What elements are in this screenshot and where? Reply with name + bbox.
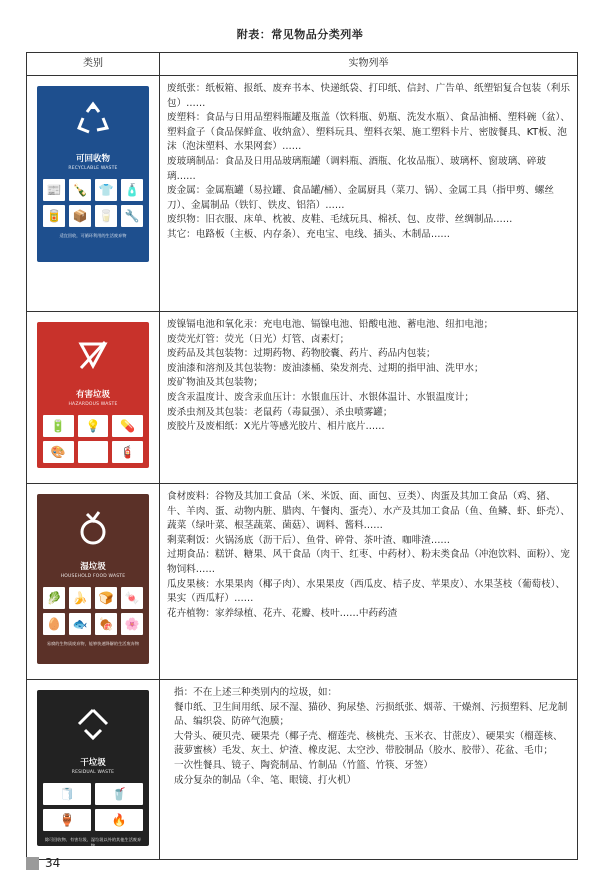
example-line: 瓜皮果核：水果果肉（椰子肉）、水果果皮（西瓜皮、桔子皮、苹果皮）、水果茎枝（葡萄枝）、果实（西瓜籽）…… (167, 578, 566, 605)
plastic-bottle-icon: 🧴 (121, 179, 143, 201)
egg-icon: 🥚 (43, 613, 65, 635)
sign-english-name: RESIDUAL WASTE (71, 770, 115, 775)
recyclable-icon-grid (43, 179, 143, 227)
sign-note: 适宜回收，可循环利用的生活废弃物 (59, 233, 127, 238)
category-cell (27, 680, 160, 860)
example-line: 指：不在上述三种类别内的垃圾，如： (174, 687, 338, 698)
example-line: 废荧光灯管：荧光（日光）灯管、卤素灯； (167, 333, 350, 345)
can-icon: 🥫 (43, 205, 65, 227)
ceramic-icon: 🏺 (43, 809, 91, 831)
clothes-icon: 👕 (95, 179, 117, 201)
medicine-icon: 💊 (112, 415, 143, 437)
sign-english-name: HAZARDOUS WASTE (68, 402, 118, 407)
fish-icon: 🐟 (69, 613, 91, 635)
table-row-hazardous (27, 312, 578, 484)
example-line: 大骨头、硬贝壳、硬果壳（椰子壳、榴莲壳、核桃壳、玉米衣、甘蔗皮）、硬果实（榴莲核、菠萝蜜核）毛发、灰土、炉渣、橡皮泥、太空沙、带胶制品（胶水、胶带）、花盆、毛巾； (174, 730, 563, 757)
example-line: 废矿物油及其包装物； (167, 377, 263, 389)
lamp-icon: 💡 (78, 415, 109, 437)
example-line: 废油漆和溶剂及其包装物：废油漆桶、染发剂壳、过期的指甲油、洗甲水； (167, 362, 484, 374)
page-marker (26, 857, 39, 870)
residual-waste-icon (73, 704, 113, 744)
category-cell (27, 484, 160, 680)
page-footer (26, 856, 60, 870)
residual-icon-grid (43, 783, 143, 831)
sign-name: 湿垃圾 (80, 562, 106, 572)
classification-table (26, 52, 578, 860)
lighter-icon: 🔥 (95, 809, 143, 831)
residual-sign (37, 690, 149, 846)
hazard-icon (73, 336, 113, 376)
candy-icon: 🍬 (121, 587, 143, 609)
paint-icon: 🎨 (43, 441, 74, 463)
page-number: 34 (45, 856, 61, 870)
bone-icon: 🍖 (95, 613, 117, 635)
glass-icon: 🥛 (95, 205, 117, 227)
food-icon-grid (43, 587, 143, 635)
metal-icon: 🔧 (121, 205, 143, 227)
example-line: 成分复杂的制品（伞、笔、眼镜、打火机） (174, 774, 357, 786)
sign-name: 干垃圾 (80, 758, 106, 768)
battery-icon: 🔋 (43, 415, 74, 437)
thermometer-icon: 🌡 (78, 441, 109, 463)
category-cell (27, 312, 160, 484)
disposable-cup-icon: 🥤 (95, 783, 143, 805)
table-row-residual (27, 680, 578, 860)
spray-icon: 🧯 (112, 441, 143, 463)
table-row-recyclable (27, 76, 578, 312)
household-food-sign (37, 494, 149, 664)
hazardous-sign (37, 322, 149, 480)
sign-note: 对人体健康或者自然环境造成直接或潜在危害的生活废弃物 (44, 469, 142, 480)
examples-cell (160, 680, 578, 860)
example-line: 废杀虫剂及其包装：老鼠药（毒鼠强）、杀虫喷雾罐； (167, 406, 393, 418)
vegetable-icon: 🥬 (43, 587, 65, 609)
example-line: 废织物：旧衣服、床单、枕被、皮鞋、毛绒玩具、棉袄、包、皮带、丝绸制品…… (167, 214, 513, 226)
table-row-household-food (27, 484, 578, 680)
sign-name: 可回收物 (75, 154, 110, 164)
sign-name: 有害垃圾 (75, 390, 110, 400)
examples-cell (160, 484, 578, 680)
example-line: 废塑料：食品与日用品塑料瓶罐及瓶盖（饮料瓶、奶瓶、洗发水瓶）、食品油桶、塑料碗（盆）、塑料盒子（食品保鲜盒、收纳盒）、塑料玩具、塑料衣架、施工塑料卡片、密胺餐具、KT板、泡沫（泡沫塑料、水果网套）…… (167, 112, 570, 153)
example-line: 废金属：金属瓶罐（易拉罐、食品罐/桶）、金属厨具（菜刀、锅）、金属工具（指甲剪、螺丝刀）、金属制品（铁钉、铁皮、铝箔）…… (167, 185, 554, 211)
example-line: 其它：电路板（主板、内存条）、充电宝、电线、插头、木制品…… (167, 228, 451, 240)
example-line: 废玻璃制品：食品及日用品玻璃瓶罐（调料瓶、酒瓶、化妆品瓶）、玻璃杯、窗玻璃、碎玻璃…… (167, 155, 546, 182)
sign-english-name: HOUSEHOLD FOOD WASTE (60, 574, 126, 579)
examples-cell (160, 76, 578, 312)
hazardous-icon-grid (43, 415, 143, 463)
example-line: 废纸张：纸板箱、报纸、废弃书本、快递纸袋、打印纸、信封、广告单、纸塑铝复合包装（利乐包）…… (167, 83, 570, 109)
paper-icon: 📰 (43, 179, 65, 201)
table-header-row (27, 53, 578, 76)
page-title: 附表：常见物品分类列举 (236, 28, 364, 41)
example-line: 剩菜剩饭：火锅汤底（沥干后）、鱼骨、碎骨、茶叶渣、咖啡渣…… (167, 534, 451, 546)
example-line: 一次性餐具、镜子、陶瓷制品、竹制品（竹篮、竹筷、牙签） (174, 759, 434, 771)
example-line: 花卉植物：家养绿植、花卉、花瓣、枝叶……中药药渣 (167, 607, 398, 619)
example-line: 废药品及其包装物：过期药物、药物胶囊、药片、药品内包装； (167, 348, 436, 360)
example-line: 食材废料：谷物及其加工食品（米、米饭、面、面包、豆类）、肉蛋及其加工食品（鸡、猪、牛、羊肉、蛋、动物内脏、腊肉、午餐肉、蛋壳）、水产及其加工食品（鱼、鱼鳞、虾、虾壳）、蔬菜（绿叶菜、根茎蔬菜、菌菇）、调料、酱料…… (167, 491, 570, 532)
example-line: 餐巾纸、卫生间用纸、尿不湿、猫砂、狗尿垫、污损纸张、烟蒂、干燥剂、污损塑料、尼龙制品、编织袋、防碎气泡膜； (174, 701, 568, 728)
example-line: 废胶片及废相纸：X光片等感光胶片、相片底片…… (167, 421, 385, 433)
bottle-icon: 🍾 (69, 179, 91, 201)
food-waste-icon (73, 508, 113, 548)
recyclable-sign (37, 86, 149, 262)
sign-english-name: RECYCLABLE WASTE (68, 166, 118, 171)
box-icon: 📦 (69, 205, 91, 227)
examples-cell (160, 312, 578, 484)
banana-icon: 🍌 (69, 587, 91, 609)
example-line: 废含汞温度计、废含汞血压计：水银血压计、水银体温计、水银温度计； (167, 391, 474, 403)
example-line: 废镍镉电池和氧化汞：充电电池、镉镍电池、铅酸电池、蓄电池、纽扣电池； (167, 319, 494, 330)
column-header-category: 类别 (27, 53, 160, 76)
tissue-icon: 🧻 (43, 783, 91, 805)
column-header-examples: 实物列举 (160, 53, 578, 76)
flower-icon: 🌸 (121, 613, 143, 635)
recycle-icon (73, 100, 113, 140)
example-line: 过期食品：糕饼、糖果、风干食品（肉干、红枣、中药材）、粉末类食品（冲泡饮料、面粉）、宠物饲料…… (167, 549, 570, 575)
category-cell (27, 76, 160, 312)
bread-icon: 🍞 (95, 587, 117, 609)
sign-note: 易腐的生物质废弃物，能够快速降解的生活废弃物 (46, 641, 140, 646)
sign-note: 除可回收物、有害垃圾、湿垃圾以外的其他生活废弃物 (44, 837, 142, 848)
